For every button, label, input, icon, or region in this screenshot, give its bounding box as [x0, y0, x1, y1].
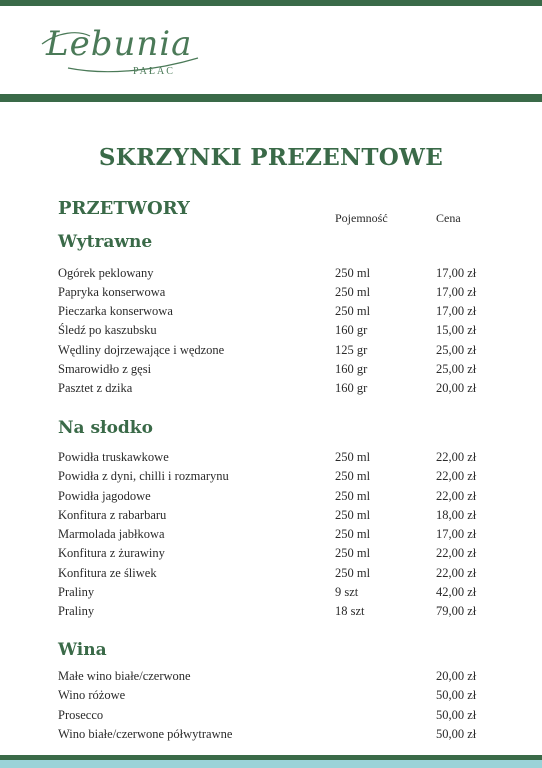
item-name: Wino różowe [58, 688, 126, 702]
item-capacity: 250 ml [335, 527, 371, 541]
item-name: Papryka konserwowa [58, 285, 166, 299]
top-band [0, 0, 542, 6]
section-title-wytrawne: Wytrawne [58, 232, 153, 252]
item-price: 17,00 zł [436, 266, 477, 280]
item-price: 15,00 zł [436, 323, 477, 337]
item-price: 22,00 zł [436, 469, 477, 483]
item-capacity: 250 ml [335, 546, 371, 560]
item-price: 22,00 zł [436, 546, 477, 560]
list-item [0, 304, 542, 323]
item-name: Powidła jagodowe [58, 489, 151, 503]
page-title: SKRZYNKI PREZENTOWE [98, 144, 444, 171]
item-name: Pieczarka konserwowa [58, 304, 173, 318]
list-item [0, 669, 542, 688]
item-name: Powidła truskawkowe [58, 450, 169, 464]
item-price: 22,00 zł [436, 450, 477, 464]
item-name: Praliny [58, 604, 95, 618]
column-header-price: Cena [436, 211, 461, 225]
item-price: 50,00 zł [436, 688, 477, 702]
list-item [0, 343, 542, 362]
item-capacity: 9 szt [335, 585, 359, 599]
list-item [0, 566, 542, 585]
list-item [0, 585, 542, 604]
item-price: 79,00 zł [436, 604, 477, 618]
list-item [0, 688, 542, 707]
list-item [0, 469, 542, 488]
item-name: Ogórek peklowany [58, 266, 154, 280]
item-capacity: 250 ml [335, 469, 371, 483]
item-price: 17,00 zł [436, 304, 477, 318]
item-price: 22,00 zł [436, 489, 477, 503]
list-item [0, 604, 542, 623]
list-item [0, 546, 542, 565]
item-price: 18,00 zł [436, 508, 477, 522]
list-item [0, 708, 542, 727]
item-price: 50,00 zł [436, 708, 477, 722]
item-name: Wędliny dojrzewające i wędzone [58, 343, 225, 357]
item-capacity: 250 ml [335, 304, 371, 318]
logo-subtitle: PAŁAC [133, 66, 175, 77]
section-title-slodko: Na słodko [58, 418, 153, 438]
item-name: Śledź po kaszubsku [58, 323, 157, 337]
item-capacity: 250 ml [335, 285, 371, 299]
item-name: Konfitura z żurawiny [58, 546, 165, 560]
item-name: Wino białe/czerwone półwytrawne [58, 727, 233, 741]
list-item [0, 489, 542, 508]
item-name: Konfitura ze śliwek [58, 566, 157, 580]
item-capacity: 250 ml [335, 508, 371, 522]
category-title: PRZETWORY [58, 198, 190, 219]
item-capacity: 250 ml [335, 566, 371, 580]
list-item [0, 527, 542, 546]
item-name: Praliny [58, 585, 95, 599]
item-price: 22,00 zł [436, 566, 477, 580]
footer-accent-band [0, 760, 542, 768]
header-divider [0, 94, 542, 102]
item-price: 50,00 zł [436, 727, 477, 741]
list-item [0, 727, 542, 746]
item-capacity: 125 gr [335, 343, 368, 357]
item-capacity: 18 szt [335, 604, 365, 618]
item-price: 20,00 zł [436, 381, 477, 395]
section-title-wina: Wina [58, 640, 107, 660]
item-capacity: 250 ml [335, 450, 371, 464]
list-item [0, 323, 542, 342]
item-name: Konfitura z rabarbaru [58, 508, 167, 522]
list-item [0, 285, 542, 304]
item-capacity: 250 ml [335, 489, 371, 503]
item-price: 25,00 zł [436, 362, 477, 376]
item-name: Małe wino białe/czerwone [58, 669, 191, 683]
logo-script: Lebunia [46, 24, 193, 64]
logo [38, 18, 208, 80]
list-item [0, 450, 542, 469]
item-price: 42,00 zł [436, 585, 477, 599]
item-price: 25,00 zł [436, 343, 477, 357]
item-price: 20,00 zł [436, 669, 477, 683]
item-capacity: 160 gr [335, 381, 368, 395]
item-capacity: 250 ml [335, 266, 371, 280]
item-name: Powidła z dyni, chilli i rozmarynu [58, 469, 229, 483]
list-item [0, 508, 542, 527]
list-item [0, 381, 542, 400]
item-name: Prosecco [58, 708, 104, 722]
item-price: 17,00 zł [436, 285, 477, 299]
item-capacity: 160 gr [335, 323, 368, 337]
item-name: Marmolada jabłkowa [58, 527, 165, 541]
list-item [0, 362, 542, 381]
list-item [0, 266, 542, 285]
item-name: Smarowidło z gęsi [58, 362, 152, 376]
item-price: 17,00 zł [436, 527, 477, 541]
item-name: Pasztet z dzika [58, 381, 133, 395]
item-capacity: 160 gr [335, 362, 368, 376]
column-header-capacity: Pojemność [335, 211, 388, 225]
